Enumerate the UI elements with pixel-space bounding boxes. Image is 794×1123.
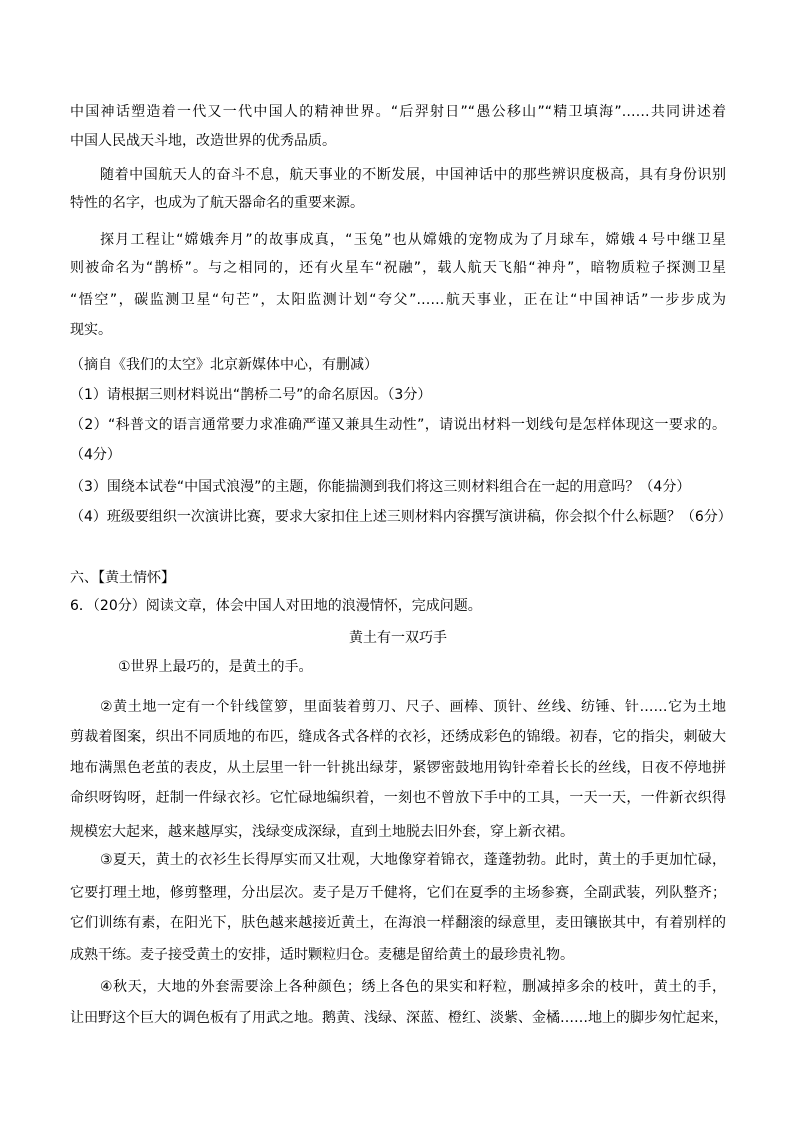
question-2-score: （4分） bbox=[70, 447, 121, 463]
text-line: 它要打理土地，修剪整理，分出层次。麦子是万千健将，它们在夏季的主场参赛，全副武装，列队整齐； bbox=[70, 885, 726, 901]
text-line: 探月工程让“嫦娥奔月”的故事成真，“玉兔”也从嫦娥的宠物成为了月球车，嫦娥４号中继卫星 bbox=[100, 232, 726, 248]
text-line: 地布满黑色老茧的表皮，从土层里一针一针挑出绿芽，紧锣密鼓地用钩针牵着长长的丝线，日夜不停地拼 bbox=[70, 760, 726, 776]
question-4: （4）班级要组织一次演讲比赛，要求大家扣住上述三则材料内容撰写演讲稿，你会拟个什么标题？（6分） bbox=[70, 509, 732, 525]
question-1: （1）请根据三则材料说出“鹊桥二号”的命名原因。（3分） bbox=[70, 387, 432, 403]
source-note: （摘自《我们的太空》北京新媒体中心，有删减） bbox=[70, 357, 378, 373]
text-line: 命织呀钩呀，赶制一件绿衣衫。它忙碌地编织着，一刻也不曾放下手中的工具，一天一天，一件新衣织得 bbox=[70, 790, 726, 806]
text-line: 它们训练有素，在阳光下，肤色越来越接近黄土，在海浪一样翻滚的绿意里，麦田镶嵌其中，有着别样的 bbox=[70, 915, 726, 931]
text-line: ④秋天，大地的外套需要涂上各种颜色；绣上各色的果实和籽粒，删减掉多余的枝叶，黄土的手， bbox=[100, 979, 726, 995]
text-line: ②黄土地一定有一个针线筐箩，里面装着剪刀、尺子、画棒、顶针、丝线、纺锤、针……它为土地 bbox=[100, 699, 726, 715]
section-heading: 六、【黄土情怀】 bbox=[70, 570, 175, 586]
text-line: 现实。 bbox=[70, 322, 112, 338]
text-line: 剪裁着图案，织出不同质地的布匹，缝成各式各样的衣衫，还绣成彩色的锦缎。初春，它的指尖，刺破大 bbox=[70, 729, 726, 745]
article-title: 黄土有一双巧手 bbox=[349, 630, 447, 646]
text-line: 中国人民战天斗地，改造世界的优秀品质。 bbox=[70, 133, 336, 149]
text-line: 规模宏大起来，越来越厚实，浅绿变成深绿，直到土地脱去旧外套，穿上新衣裙。 bbox=[70, 824, 574, 840]
text-line: 随着中国航天人的奋斗不息，航天事业的不断发展，中国神话中的那些辨识度极高，具有身份识别 bbox=[100, 167, 726, 183]
text-line: 让田野这个巨大的调色板有了用武之地。鹅黄、浅绿、深蓝、橙红、淡紫、金橘……地上的脚步匆忙起来， bbox=[70, 1010, 728, 1026]
text-line: 特性的名字，也成为了航天器命名的重要来源。 bbox=[70, 195, 364, 211]
text-line: ③夏天，黄土的衣衫生长得厚实而又壮观，大地像穿着锦衣，蓬蓬勃勃。此时，黄土的手更加忙碌， bbox=[100, 852, 726, 868]
text-line: 则被命名为“鹊桥”。与之相同的，还有火星车“祝融”，载人航天飞船“神舟”，暗物质粒子探测卫星 bbox=[70, 260, 726, 276]
text-line: 成熟干练。麦子接受黄土的安排，适时颗粒归仓。麦穗是留给黄土的最珍贵礼物。 bbox=[70, 947, 574, 963]
text-line: “悟空”，碳监测卫星“句芒”，太阳监测计划“夸父”……航天事业，正在让“中国神话”一步步成为 bbox=[70, 292, 726, 308]
question-3: （3）围绕本试卷“中国式浪漫”的主题，你能揣测到我们将这三则材料组合在一起的用意吗？（4分） bbox=[70, 479, 691, 495]
question-2: （2）“科普文的语言通常要力求准确严谨又兼具生动性”，请说出材料一划线句是怎样体现这一要求的。 bbox=[70, 417, 726, 433]
article-paragraph-1: ①世界上最巧的，是黄土的手。 bbox=[118, 659, 313, 675]
text-line: 中国神话塑造着一代又一代中国人的精神世界。“后羿射日”“愚公移山”“精卫填海”……共同讲述着 bbox=[70, 104, 726, 120]
section-question: 6．（20分）阅读文章，体会中国人对田地的浪漫情怀，完成问题。 bbox=[70, 598, 482, 614]
